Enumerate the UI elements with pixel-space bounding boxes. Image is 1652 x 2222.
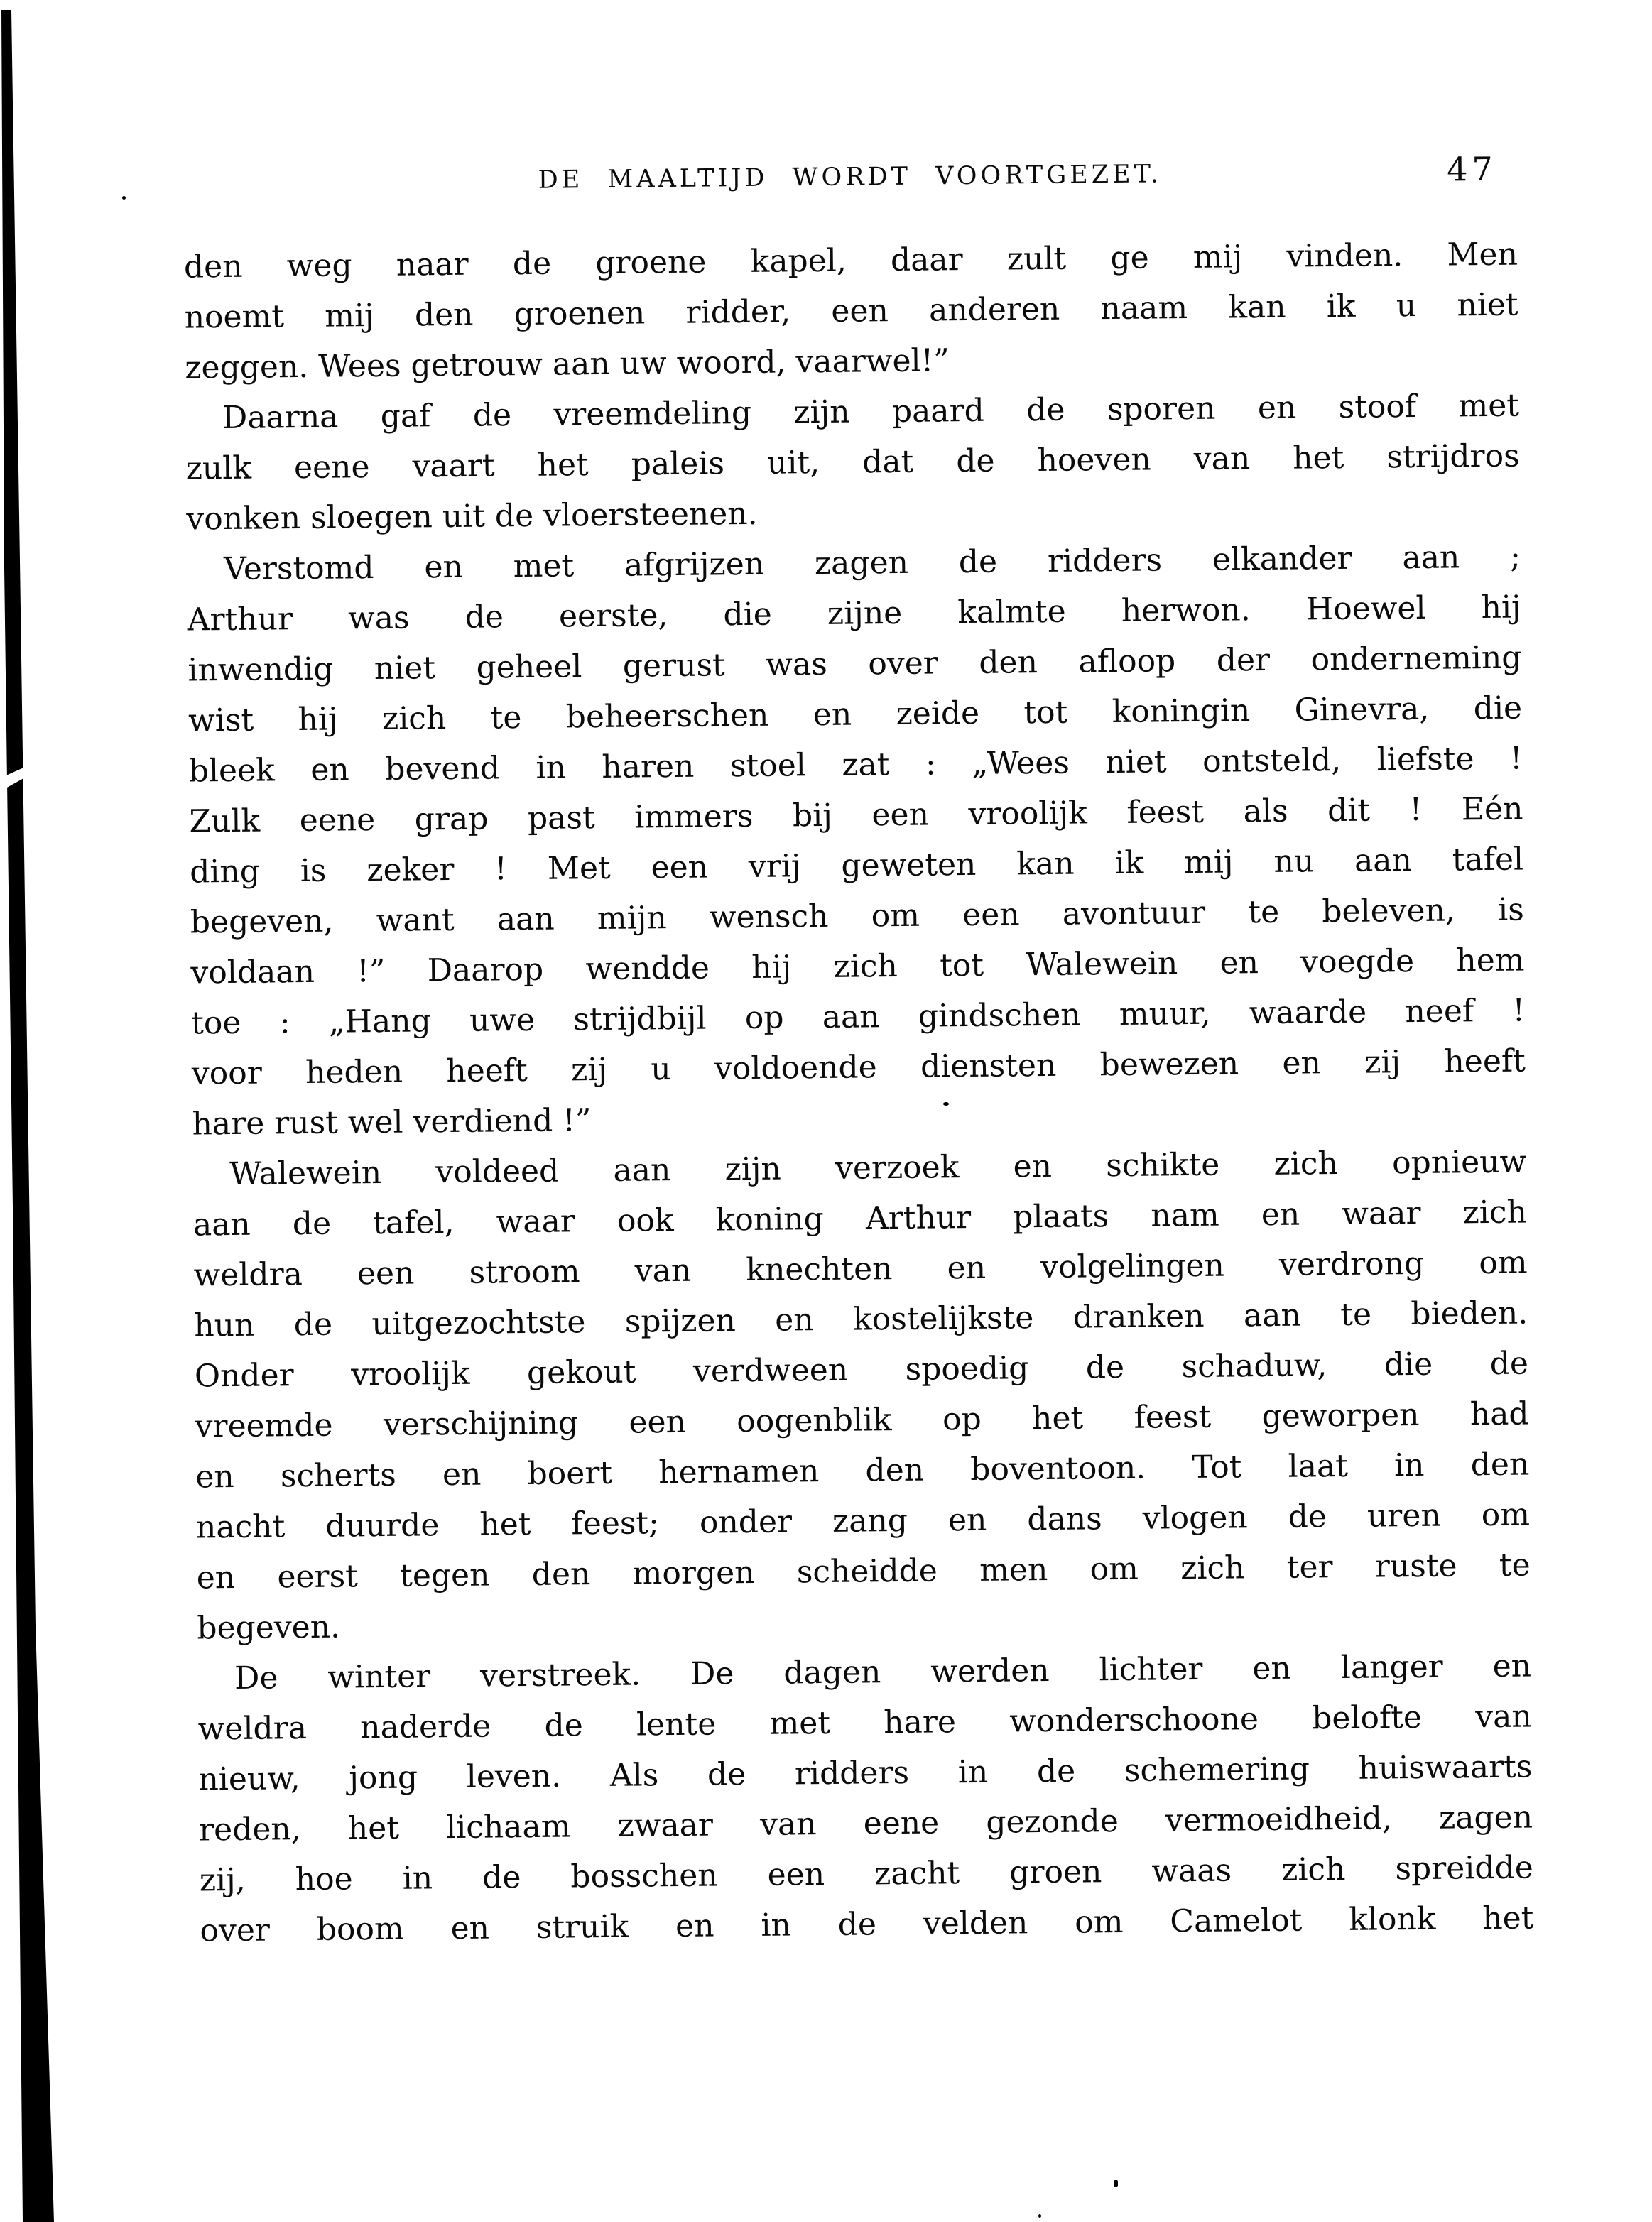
text-line: zulk eene vaart het paleis uit, dat de hoeven van het strijdros xyxy=(185,437,1520,487)
text-line: Onder vroolijk gekout verdween spoedig de schaduw, die de xyxy=(194,1345,1529,1395)
page-header xyxy=(183,149,1518,242)
text-line: weldra een stroom van knechten en volgelingen verdrong om xyxy=(193,1244,1528,1294)
text-line: wist hij zich te beheerschen en zeide tot koningin Ginevra, die xyxy=(188,690,1523,739)
text-line: en eerst tegen den morgen scheidde men om zich ter ruste te xyxy=(196,1547,1531,1596)
text-line: zeggen. Wees getrouw aan uw woord, vaarwel!” xyxy=(185,342,950,386)
text-line: toe : „Hang uwe strijdbijl op aan gindschen muur, waarde neef ! xyxy=(190,992,1526,1042)
text-line: hare rust wel verdiend !” xyxy=(192,1102,592,1143)
text-line: Arthur was de eerste, die zijne kalmte herwon. Hoewel hij xyxy=(187,589,1521,638)
text-line: zij, hoe in de bosschen een zacht groen waas zich spreidde xyxy=(199,1849,1533,1899)
text-line: ding is zeker ! Met een vrij geweten kan ik mij nu aan tafel xyxy=(189,841,1524,891)
text-line: en scherts en boert hernamen den boventoon. Tot laat in den xyxy=(195,1446,1530,1496)
page-number: 47 xyxy=(1446,149,1498,189)
text-block xyxy=(183,149,1534,1956)
text-line: noemt mij den groenen ridder, een anderen naam kan ik u niet xyxy=(184,286,1518,336)
text-line: begeven. xyxy=(197,1608,341,1647)
text-line: begeven, want aan mijn wensch om een avontuur te beleven, is xyxy=(190,891,1525,941)
text-line: Zulk eene grap past immers bij een vroolijk feest als dit ! Eén xyxy=(189,790,1523,840)
text-line: vreemde verschijning een oogenblik op het feest geworpen had xyxy=(195,1395,1529,1445)
text-line: bleek en bevend in haren stoel zat : „Wees niet ontsteld, liefste ! xyxy=(188,740,1523,790)
ink-speck xyxy=(1114,2180,1118,2187)
text-line: hun de uitgezochtste spijzen en kostelijkste dranken aan te bieden. xyxy=(194,1295,1528,1344)
ink-speck xyxy=(1038,2214,1041,2218)
text-line: weldra naderde de lente met hare wonderschoone belofte van xyxy=(197,1698,1532,1748)
text-line: den weg naar de groene kapel, daar zult ge mij vinden. Men xyxy=(183,236,1518,285)
text-line: vonken sloegen uit de vloersteenen. xyxy=(186,495,758,538)
text-line: nacht duurde het feest; onder zang en dans vlogen de uren om xyxy=(195,1496,1531,1546)
text-line: aan de tafel, waar ook koning Arthur plaats nam en waar zich xyxy=(192,1194,1528,1243)
ink-speck xyxy=(122,196,126,200)
text-line: voldaan !” Daarop wendde hij zich tot Walewein en voegde hem xyxy=(190,942,1525,991)
scan-gutter-bar xyxy=(0,0,85,2222)
running-title: DE MAALTIJD WORDT VOORTGEZET. xyxy=(538,160,1163,195)
text-line: nieuw, jong leven. Als de ridders in de schemering huiswaarts xyxy=(198,1748,1533,1798)
text-line: inwendig niet geheel gerust was over den afloop der onderneming xyxy=(188,639,1522,689)
text-line: reden, het lichaam zwaar van eene gezonde vermoeidheid, zagen xyxy=(198,1799,1533,1848)
text-line: over boom en struik en in de velden om Camelot klonk het xyxy=(200,1900,1534,1949)
text-line: voor heden heeft zij u voldoende diensten bewezen en zij heeft xyxy=(191,1042,1526,1092)
text-line: Daarna gaf de vreemdeling zijn paard de sporen en stoof met xyxy=(222,387,1520,437)
body-text xyxy=(184,229,1534,1956)
text-line: Walewein voldeed aan zijn verzoek en schikte zich opnieuw xyxy=(229,1143,1527,1193)
text-line: De winter verstreek. De dagen werden lichter en langer en xyxy=(234,1648,1532,1697)
text-line: Verstomd en met afgrijzen zagen de ridders elkander aan ; xyxy=(223,538,1521,588)
